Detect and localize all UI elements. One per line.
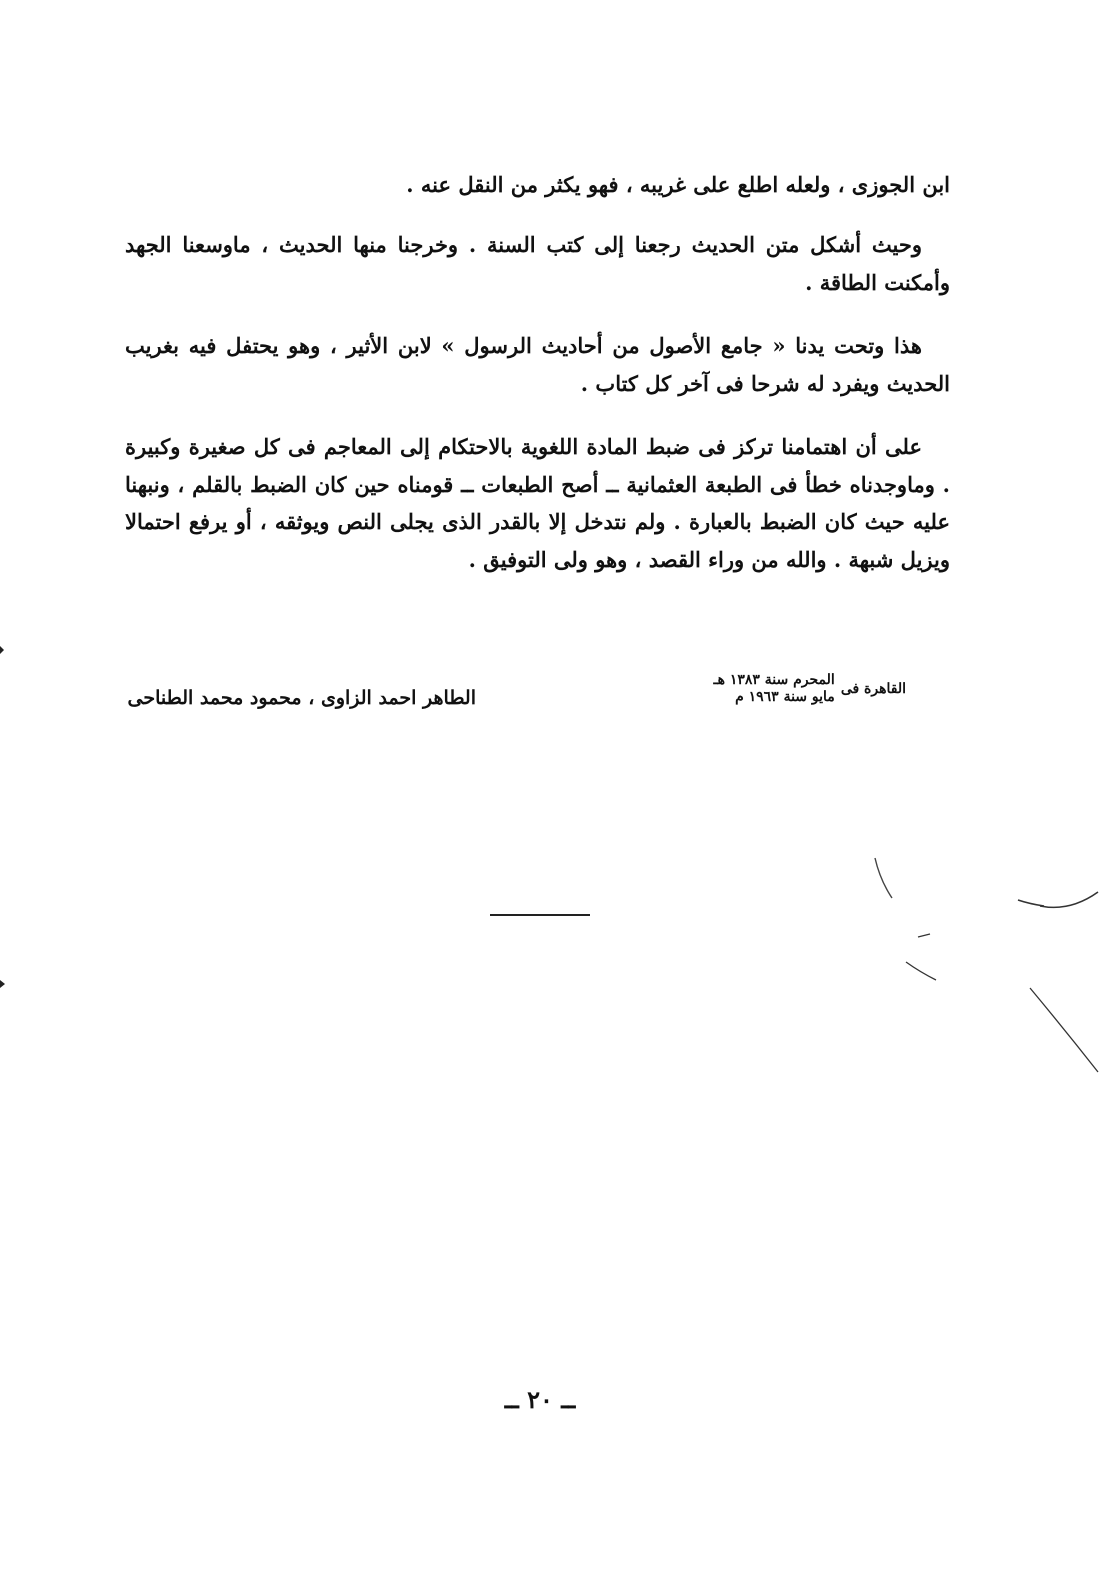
paragraph-text: ابن الجوزى ، ولعله اطلع على غريبه ، فهو يكثر من النقل عنه . xyxy=(406,172,950,197)
author-names: الطاهر احمد الزاوى ، محمود محمد الطناحى xyxy=(127,687,476,709)
paragraph-text: هذا وتحت يدنا « جامع الأصول من أحاديث الرسول » لابن الأثير ، وهو يحتفل فيه بغريب الحديث ويفرد له شرحا فى آخر كل كتاب . xyxy=(125,333,950,396)
page-number: ــ ٢٠ ــ xyxy=(504,1385,576,1414)
place-label: القاهرة فى xyxy=(840,681,906,697)
hijri-date: المحرم سنة ١٣٨٣ هـ xyxy=(713,672,835,688)
gregorian-date: مايو سنة ١٩٦٣ م xyxy=(735,689,835,705)
paragraph-text: على أن اهتمامنا تركز فى ضبط المادة اللغوية بالاحتكام إلى المعاجم فى كل صغيرة وكبيرة . وماوجدناه خطأ فى الطبعة العثمانية ــ أصح الطبعات ــ قومناه حين كان الضبط بالقلم ، ونبهنا عليه حيث كان الضبط بالعبارة . ولم نتدخل إلا بالقدر الذى يجلى النص ويوثقه ، أو يرفع احتمالا ويزيل شبهة . والله من وراء القصد ، وهو ولى التوفيق . xyxy=(125,434,950,572)
paragraph-text: وحيث أشكل متن الحديث رجعنا إلى كتب السنة . وخرجنا منها الحديث ، ماوسعنا الجهد وأمكنت الطاقة . xyxy=(125,232,950,295)
